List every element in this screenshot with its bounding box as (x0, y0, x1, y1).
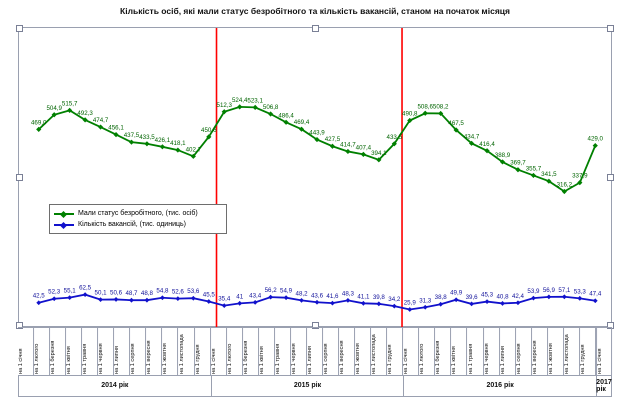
x-axis-tick-label: на 1 лютого (227, 327, 243, 375)
data-point-label: 49,9 (450, 289, 463, 297)
data-point-label: 48,7 (125, 290, 138, 298)
x-axis-tick-label: на 1 листопада (371, 327, 387, 375)
data-point-label: 512,3 (216, 101, 232, 109)
data-point-label: 426,1 (154, 136, 171, 144)
x-axis-tick-label: на 1 квітня (259, 327, 275, 375)
data-point-marker (175, 147, 180, 152)
data-point-marker (531, 296, 536, 301)
data-point-label: 39,8 (372, 293, 385, 301)
data-point-label: 407,4 (355, 144, 372, 152)
data-point-label: 433,5 (139, 133, 155, 141)
data-point-label: 56,2 (264, 287, 277, 295)
legend-item-unemployed (54, 208, 222, 219)
data-point-label: 434,7 (463, 133, 480, 141)
data-point-marker (144, 141, 149, 146)
data-point-label: 39,6 (465, 293, 478, 301)
data-point-label: 47,4 (589, 290, 602, 298)
data-point-marker (145, 298, 150, 303)
data-point-marker (315, 300, 320, 305)
x-axis-tick-label: на 1 листопада (179, 327, 195, 375)
data-point-label: 54,8 (156, 287, 169, 295)
x-axis-tick-label: на 1 червня (98, 327, 114, 375)
data-point-label: 38,8 (434, 294, 447, 302)
legend-label-vacancies: Кількість вакансій, (тис. одиниць) (78, 221, 186, 228)
data-point-label: 418,1 (170, 140, 186, 148)
data-point-label: 355,7 (525, 165, 542, 173)
data-point-label: 337,9 (572, 172, 588, 180)
data-point-label: 53,9 (527, 288, 540, 296)
data-point-marker (531, 173, 536, 178)
data-point-marker (346, 298, 351, 303)
x-axis-tick-label: на 1 січня (18, 327, 34, 375)
data-point-marker (454, 297, 459, 302)
data-point-label: 53,3 (573, 288, 586, 296)
data-point-label: 524,4 (231, 96, 248, 104)
data-point-marker (546, 294, 551, 299)
data-point-marker (407, 307, 412, 312)
x-axis-tick-label: на 1 січня (403, 327, 419, 375)
x-axis-tick-label: на 1 вересня (339, 327, 355, 375)
data-point-marker (593, 298, 598, 303)
data-point-marker (52, 296, 57, 301)
data-point-marker (253, 105, 258, 110)
chart-svg (19, 28, 613, 328)
data-point-marker (175, 296, 180, 301)
x-axis-tick-label: на 1 травня (275, 327, 291, 375)
data-point-marker (206, 299, 211, 304)
x-axis-tick-label: на 1 червня (291, 327, 307, 375)
x-axis-tick-labels (18, 327, 612, 375)
data-point-label: 450,6 (201, 126, 217, 134)
x-axis-tick-label: на 1 травня (82, 327, 98, 375)
data-point-marker (423, 305, 428, 310)
data-point-label: 414,7 (340, 141, 356, 149)
data-point-marker (160, 295, 165, 300)
x-axis-tick-label: на 1 грудня (387, 327, 403, 375)
data-point-marker (222, 303, 227, 308)
data-point-label: 52,3 (48, 288, 61, 296)
data-point-marker (83, 292, 88, 297)
data-point-label: 57,1 (558, 286, 571, 294)
data-point-label: 469,0 (30, 119, 47, 127)
x-axis-tick-label: на 1 квітня (451, 327, 467, 375)
data-point-marker (191, 296, 196, 301)
data-point-marker (500, 301, 505, 306)
data-point-marker (114, 297, 119, 302)
data-point-label: 523,1 (247, 97, 263, 105)
data-point-label: 369,7 (510, 159, 526, 167)
data-point-label: 508,6 (417, 103, 433, 111)
x-axis-tick-label: на 1 березня (50, 327, 66, 375)
data-point-marker (268, 295, 273, 300)
x-axis-year-label: 2017 рік (596, 375, 612, 397)
x-axis-tick-label: на 1 березня (435, 327, 451, 375)
x-axis-tick-label: на 1 жовтня (548, 327, 564, 375)
x-axis-tick-label: на 1 вересня (532, 327, 548, 375)
legend-marker-blue (54, 224, 74, 226)
data-point-label: 48,8 (140, 290, 153, 298)
x-axis-tick-label: на 1 квітня (66, 327, 82, 375)
data-point-label: 25,9 (403, 299, 416, 307)
data-point-label: 45,3 (481, 291, 494, 299)
data-point-label: 40,8 (496, 293, 509, 301)
chart-plot-area (18, 27, 612, 327)
data-point-label: 52,6 (171, 288, 184, 296)
data-point-marker (577, 296, 582, 301)
data-point-label: 56,9 (542, 286, 555, 294)
data-point-label: 53,6 (187, 288, 200, 296)
data-point-label: 433,5 (386, 133, 403, 141)
data-point-label: 508,2 (432, 103, 449, 111)
x-axis-tick-label: на 1 жовтня (355, 327, 371, 375)
data-point-label: 427,5 (324, 136, 341, 144)
data-point-marker (237, 301, 242, 306)
x-axis-tick-label: на 1 жовтня (162, 327, 178, 375)
x-axis-tick-label: на 1 березня (243, 327, 259, 375)
data-point-label: 429,0 (587, 135, 604, 143)
x-axis-tick-label: на 1 червня (484, 327, 500, 375)
data-point-marker (485, 299, 490, 304)
data-point-label: 31,3 (419, 297, 432, 305)
x-axis-year-label: 2015 рік (211, 375, 404, 397)
data-point-marker (284, 295, 289, 300)
data-point-label: 506,8 (262, 104, 279, 112)
data-point-label: 41 (236, 293, 244, 301)
data-point-marker (438, 302, 443, 307)
data-point-marker (129, 298, 134, 303)
data-point-marker (562, 294, 567, 299)
data-point-label: 43,4 (249, 292, 262, 300)
x-axis-tick-label: на 1 липня (500, 327, 516, 375)
data-point-label: 50,1 (94, 289, 107, 297)
x-axis-tick-label: на 1 січня (596, 327, 612, 375)
x-axis-tick-label: на 1 грудня (195, 327, 211, 375)
x-axis-tick-label: на 1 серпня (130, 327, 146, 375)
data-point-label: 34,2 (388, 296, 401, 304)
x-axis-tick-label: на 1 травня (468, 327, 484, 375)
x-axis-tick-label: на 1 лютого (419, 327, 435, 375)
data-point-marker (361, 152, 366, 157)
data-point-marker (516, 300, 521, 305)
data-point-label: 515,7 (61, 100, 78, 108)
data-point-label: 492,3 (77, 109, 93, 117)
data-point-marker (361, 301, 366, 306)
x-axis-year-label: 2014 рік (18, 375, 211, 397)
x-axis-tick-label: на 1 липня (114, 327, 130, 375)
data-point-marker (36, 300, 41, 305)
data-point-label: 55,1 (63, 287, 76, 295)
x-axis-year-label: 2016 рік (403, 375, 596, 397)
data-point-label: 394,1 (371, 149, 387, 157)
data-point-marker (330, 144, 335, 149)
x-axis-tick-label: на 1 серпня (323, 327, 339, 375)
chart-legend (49, 204, 227, 234)
x-axis-tick-label: на 1 липня (307, 327, 323, 375)
legend-label-unemployed: Мали статус безробітного, (тис. осіб) (78, 210, 198, 217)
data-point-label: 42,5 (32, 292, 45, 300)
data-point-label: 402,7 (185, 146, 202, 154)
data-point-marker (67, 295, 72, 300)
data-point-label: 456,1 (108, 124, 124, 132)
data-point-marker (98, 297, 103, 302)
data-point-marker (392, 304, 397, 309)
legend-marker-green (54, 213, 74, 215)
data-point-label: 469,4 (293, 119, 310, 127)
data-point-label: 54,9 (280, 287, 293, 295)
x-axis-tick-label: на 1 грудня (580, 327, 596, 375)
data-point-label: 316,2 (556, 181, 573, 189)
data-point-label: 35,4 (218, 295, 231, 303)
data-point-marker (299, 298, 304, 303)
x-axis-tick-label: на 1 лютого (34, 327, 50, 375)
data-point-marker (593, 143, 598, 148)
data-point-marker (469, 302, 474, 307)
data-point-label: 388,9 (494, 151, 511, 159)
data-point-label: 48,2 (295, 290, 308, 298)
data-point-label: 486,4 (278, 112, 294, 120)
x-axis-year-groups (18, 375, 612, 397)
data-point-label: 45,5 (202, 291, 215, 299)
legend-item-vacancies (54, 219, 222, 230)
data-point-label: 474,7 (92, 117, 109, 125)
data-point-label: 62,5 (79, 284, 92, 292)
data-point-marker (330, 301, 335, 306)
data-point-marker (237, 104, 242, 109)
data-point-label: 467,5 (448, 119, 464, 127)
data-point-label: 42,4 (511, 292, 524, 300)
data-point-label: 41,6 (326, 293, 339, 301)
data-point-marker (345, 149, 350, 154)
data-point-label: 437,5 (123, 132, 140, 140)
data-point-label: 416,4 (479, 140, 495, 148)
x-axis-tick-label: на 1 січня (211, 327, 227, 375)
data-point-label: 41,1 (357, 293, 370, 301)
data-point-label: 490,8 (402, 110, 418, 118)
data-point-label: 504,9 (46, 104, 62, 112)
data-point-label: 50,6 (110, 289, 123, 297)
data-point-label: 443,9 (309, 129, 325, 137)
data-point-marker (253, 300, 258, 305)
data-point-label: 48,3 (341, 290, 354, 298)
x-axis-tick-label: на 1 вересня (146, 327, 162, 375)
x-axis-tick-label: на 1 листопада (564, 327, 580, 375)
data-point-label: 341,5 (541, 171, 557, 179)
chart-title: Кількість осіб, які мали статус безробітного та кількість вакансій, станом на початок місяця (120, 6, 510, 16)
data-point-label: 43,6 (310, 292, 324, 300)
data-point-marker (376, 301, 381, 306)
x-axis-tick-label: на 1 серпня (516, 327, 532, 375)
data-point-marker (160, 144, 165, 149)
